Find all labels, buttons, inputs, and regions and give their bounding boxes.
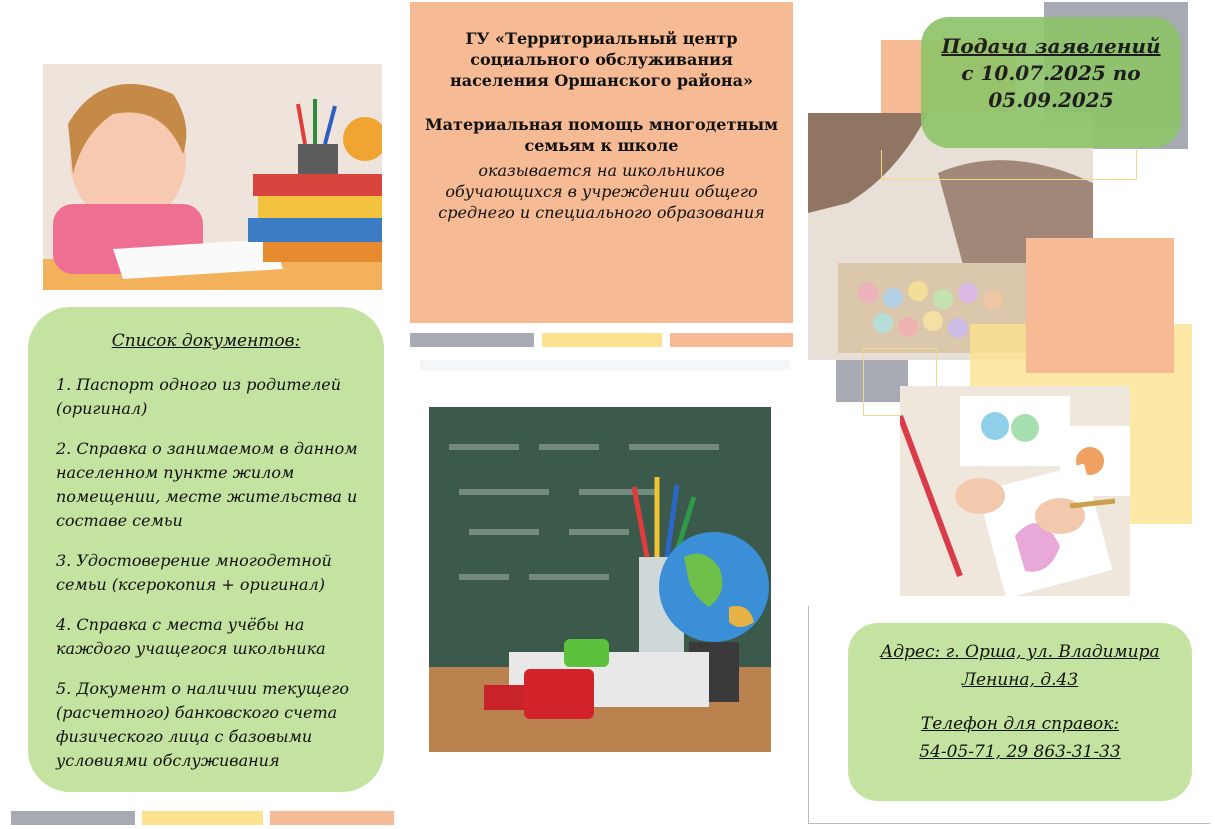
address-line: Адрес: г. Орша, ул. Владимира bbox=[880, 642, 1160, 662]
application-dates-text bbox=[921, 33, 1181, 114]
child-drawing-photo bbox=[900, 386, 1130, 596]
contacts-text bbox=[848, 638, 1192, 766]
aid-title: Материальная помощь многодетным семьям к школе bbox=[424, 115, 779, 155]
school-supplies-illustration bbox=[429, 407, 771, 752]
list-item: 3. Удостоверение многодетной семьи (ксерокопия + оригинал) bbox=[56, 551, 332, 594]
decor-bar-yellow bbox=[142, 811, 263, 825]
application-dates-panel bbox=[921, 17, 1181, 148]
decor-line bbox=[808, 823, 1210, 824]
phone-numbers: 54-05-71, 29 863-31-33 bbox=[919, 742, 1121, 762]
girl-writing-illustration bbox=[43, 64, 382, 290]
aid-description: оказывается на школьников обучающихся в учреждении общего среднего и специального образования bbox=[438, 161, 765, 222]
decor-bar-gray bbox=[410, 333, 534, 347]
application-dates-period-end: 05.09.2025 bbox=[988, 88, 1114, 112]
list-item: 5. Документ о наличии текущего (расчетного) банковского счета физического лица с базовыми условиями обслуживания bbox=[56, 679, 349, 770]
girl-writing-photo bbox=[43, 64, 382, 290]
decor-bar-peach bbox=[270, 811, 394, 825]
list-item: 4. Справка с места учёбы на каждого учащегося школьника bbox=[56, 615, 326, 658]
decor-frame-yellow bbox=[881, 150, 1137, 180]
decor-bar-yellow bbox=[542, 333, 662, 347]
organization-panel bbox=[410, 2, 793, 323]
decor-bar-gray bbox=[11, 811, 135, 825]
phone-label: Телефон для справок: bbox=[920, 714, 1120, 734]
decor-strip bbox=[420, 360, 790, 370]
decor-square-peach bbox=[1026, 238, 1174, 373]
address-line-2: Ленина, д.43 bbox=[961, 670, 1079, 690]
organization-title: ГУ «Территориальный центр социального обслуживания населения Оршанского района» bbox=[449, 29, 753, 90]
list-item: 1. Паспорт одного из родителей (оригинал) bbox=[56, 375, 342, 418]
decor-line bbox=[808, 606, 809, 824]
application-dates-heading: Подача заявлений bbox=[941, 34, 1161, 58]
decor-bar-peach bbox=[670, 333, 793, 347]
documents-list bbox=[56, 373, 364, 789]
documents-panel bbox=[28, 307, 384, 792]
documents-title: Список документов: bbox=[111, 331, 301, 351]
list-item: 2. Справка о занимаемом в данном населенном пункте жилом помещении, месте жительства и составе семьи bbox=[56, 439, 358, 530]
application-dates-period: с 10.07.2025 по bbox=[961, 61, 1141, 85]
contacts-panel bbox=[848, 623, 1192, 801]
school-supplies-photo bbox=[429, 407, 771, 752]
child-drawing-illustration bbox=[900, 386, 1130, 596]
